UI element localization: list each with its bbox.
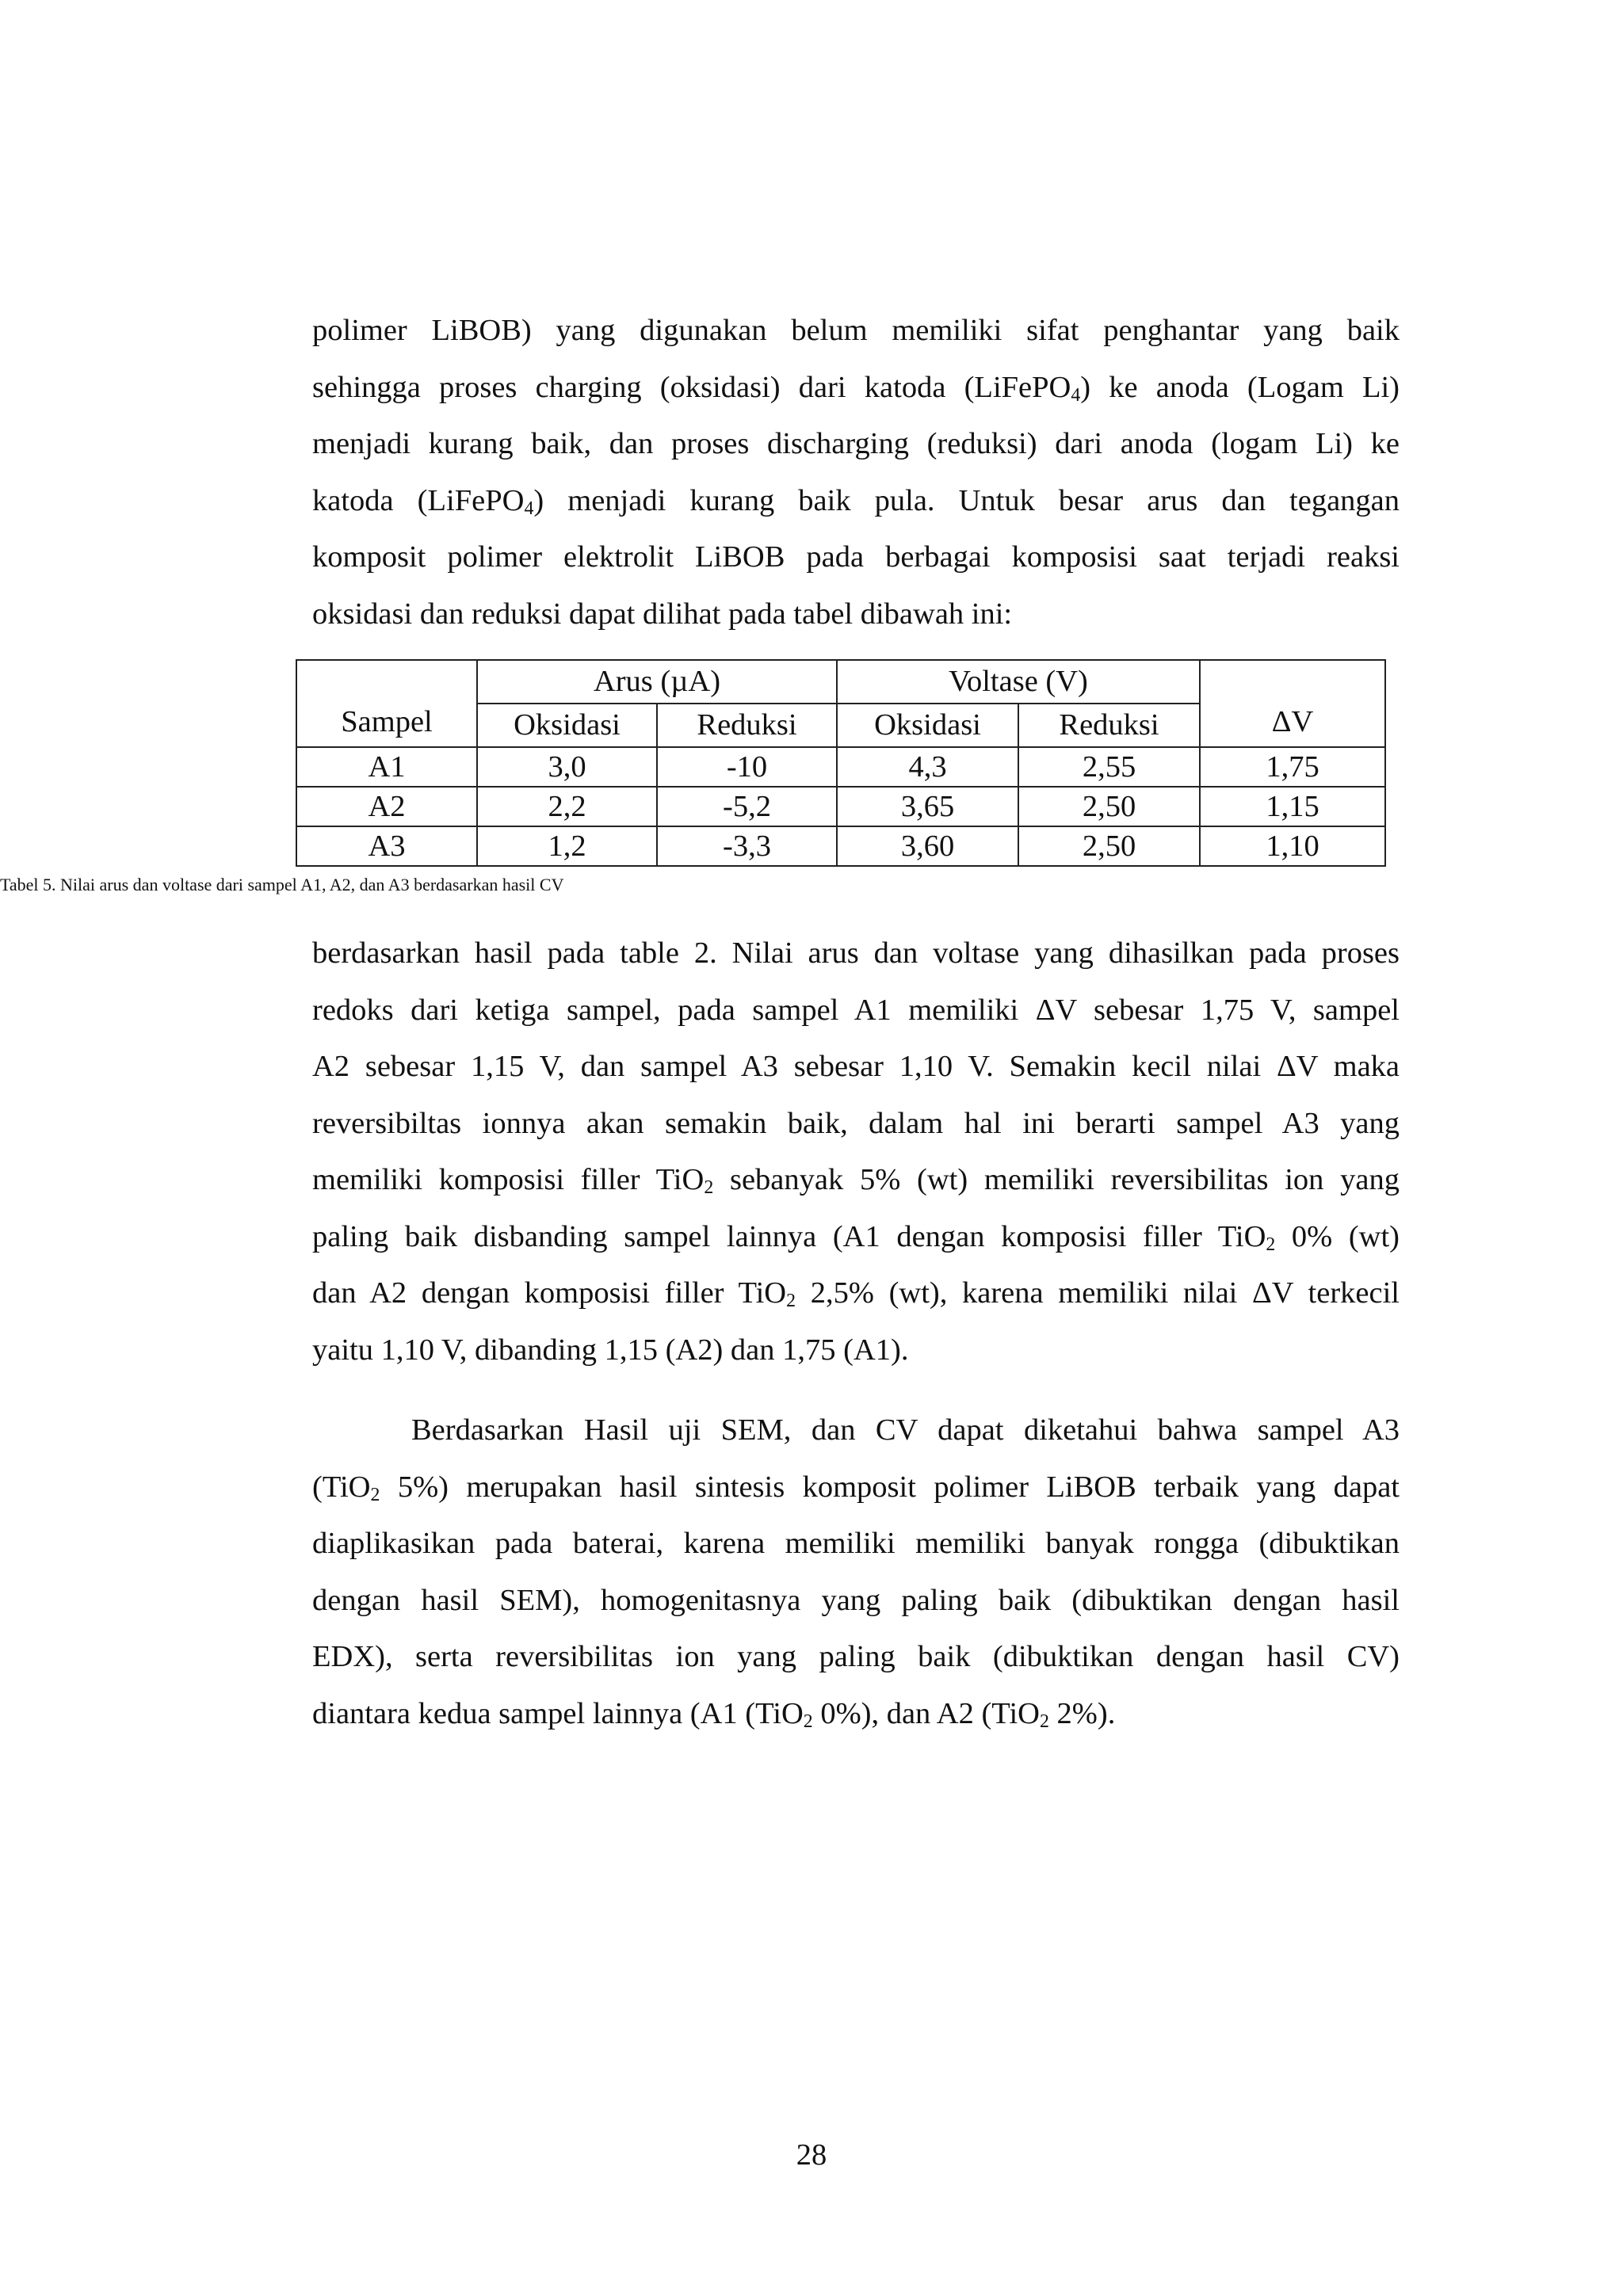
subheader-voltase-reduksi: Reduksi xyxy=(1018,704,1200,747)
table-row xyxy=(296,826,1385,866)
paragraph-2 xyxy=(312,925,1400,1379)
text-line: paling baik disbanding sampel lainnya (A1 dengan komposisi filler TiO$_2$ 0% (wt) xyxy=(312,1219,1400,1255)
cell-arus-reduksi: -5,2 xyxy=(657,787,837,826)
text-line: polimer LiBOB) yang digunakan belum memiliki sifat penghantar yang baik xyxy=(312,314,1400,347)
text-line: diaplikasikan pada baterai, karena memiliki memiliki banyak rongga (dibuktikan xyxy=(312,1527,1400,1560)
header-voltase: Voltase (V) xyxy=(837,660,1200,704)
text-line: A2 sebesar 1,15 V, dan sampel A3 sebesar 1,10 V. Semakin kecil nilai ΔV maka xyxy=(312,1050,1400,1083)
table-header-row xyxy=(296,660,1385,704)
text-line: menjadi kurang baik, dan proses discharging (reduksi) dari anoda (logam Li) ke xyxy=(312,427,1400,460)
subheader-arus-reduksi: Reduksi xyxy=(657,704,837,747)
subheader-arus-oksidasi: Oksidasi xyxy=(477,704,657,747)
table-row xyxy=(296,747,1385,787)
text-line: yaitu 1,10 V, dibanding 1,15 (A2) dan 1,75 (A1). xyxy=(312,1333,909,1367)
cell-voltase-oksidasi: 3,65 xyxy=(837,787,1018,826)
cell-delta-v: 1,75 xyxy=(1200,747,1385,787)
cell-voltase-reduksi: 2,50 xyxy=(1018,787,1200,826)
text-line: sehingga proses charging (oksidasi) dari katoda (LiFePO$_4$) ke anoda (Logam Li) xyxy=(312,370,1400,406)
cell-arus-oksidasi: 1,2 xyxy=(477,826,657,866)
text-line: oksidasi dan reduksi dapat dilihat pada tabel dibawah ini: xyxy=(312,597,1013,631)
text-line: memiliki komposisi filler TiO$_2$ sebanyak 5% (wt) memiliki reversibilitas ion yang xyxy=(312,1163,1400,1198)
page-number: 28 xyxy=(796,2138,827,2172)
cell-arus-reduksi: -10 xyxy=(657,747,837,787)
text-line: dengan hasil SEM), homogenitasnya yang paling baik (dibuktikan dengan hasil xyxy=(312,1583,1400,1617)
cell-arus-oksidasi: 2,2 xyxy=(477,787,657,826)
text-line: diantara kedua sampel lainnya (A1 (TiO$_2$ 0%), dan A2 (TiO$_2$ 2%). xyxy=(312,1696,1116,1732)
cell-voltase-reduksi: 2,55 xyxy=(1018,747,1200,787)
text-line: reversibiltas ionnya akan semakin baik, dalam hal ini berarti sampel A3 yang xyxy=(312,1106,1400,1140)
cell-delta-v: 1,10 xyxy=(1200,826,1385,866)
text-line: redoks dari ketiga sampel, pada sampel A1 memiliki ΔV sebesar 1,75 V, sampel xyxy=(312,993,1400,1027)
text-line: dan A2 dengan komposisi filler TiO$_2$ 2,5% (wt), karena memiliki nilai ΔV terkecil xyxy=(312,1276,1400,1311)
cell-sampel: A1 xyxy=(296,747,477,787)
cell-sampel: A2 xyxy=(296,787,477,826)
cell-arus-reduksi: -3,3 xyxy=(657,826,837,866)
subheader-voltase-oksidasi: Oksidasi xyxy=(837,704,1018,747)
table-caption: Tabel 5. Nilai arus dan voltase dari sampel A1, A2, dan A3 berdasarkan hasil CV xyxy=(0,875,564,894)
cell-voltase-oksidasi: 4,3 xyxy=(837,747,1018,787)
cell-delta-v: 1,15 xyxy=(1200,787,1385,826)
header-delta-v: ΔV xyxy=(1200,660,1385,747)
text-line: Berdasarkan Hasil uji SEM, dan CV dapat diketahui bahwa sampel A3 xyxy=(411,1413,1400,1447)
text-line: (TiO$_2$ 5%) merupakan hasil sintesis komposit polimer LiBOB terbaik yang dapat xyxy=(312,1470,1400,1505)
text-line: katoda (LiFePO$_4$) menjadi kurang baik pula. Untuk besar arus dan tegangan xyxy=(312,483,1400,519)
table-row xyxy=(296,787,1385,826)
cv-results-table xyxy=(296,659,1386,867)
header-arus: Arus (µA) xyxy=(477,660,837,704)
cell-voltase-oksidasi: 3,60 xyxy=(837,826,1018,866)
text-line: komposit polimer elektrolit LiBOB pada berbagai komposisi saat terjadi reaksi xyxy=(312,540,1400,574)
text-line: EDX), serta reversibilitas ion yang paling baik (dibuktikan dengan hasil CV) xyxy=(312,1640,1400,1673)
cell-arus-oksidasi: 3,0 xyxy=(477,747,657,787)
paragraph-3 xyxy=(312,1402,1400,1742)
cell-voltase-reduksi: 2,50 xyxy=(1018,826,1200,866)
header-sampel: Sampel xyxy=(296,660,477,747)
paragraph-1 xyxy=(312,303,1400,643)
text-line: berdasarkan hasil pada table 2. Nilai arus dan voltase yang dihasilkan pada proses xyxy=(312,936,1400,970)
cell-sampel: A3 xyxy=(296,826,477,866)
